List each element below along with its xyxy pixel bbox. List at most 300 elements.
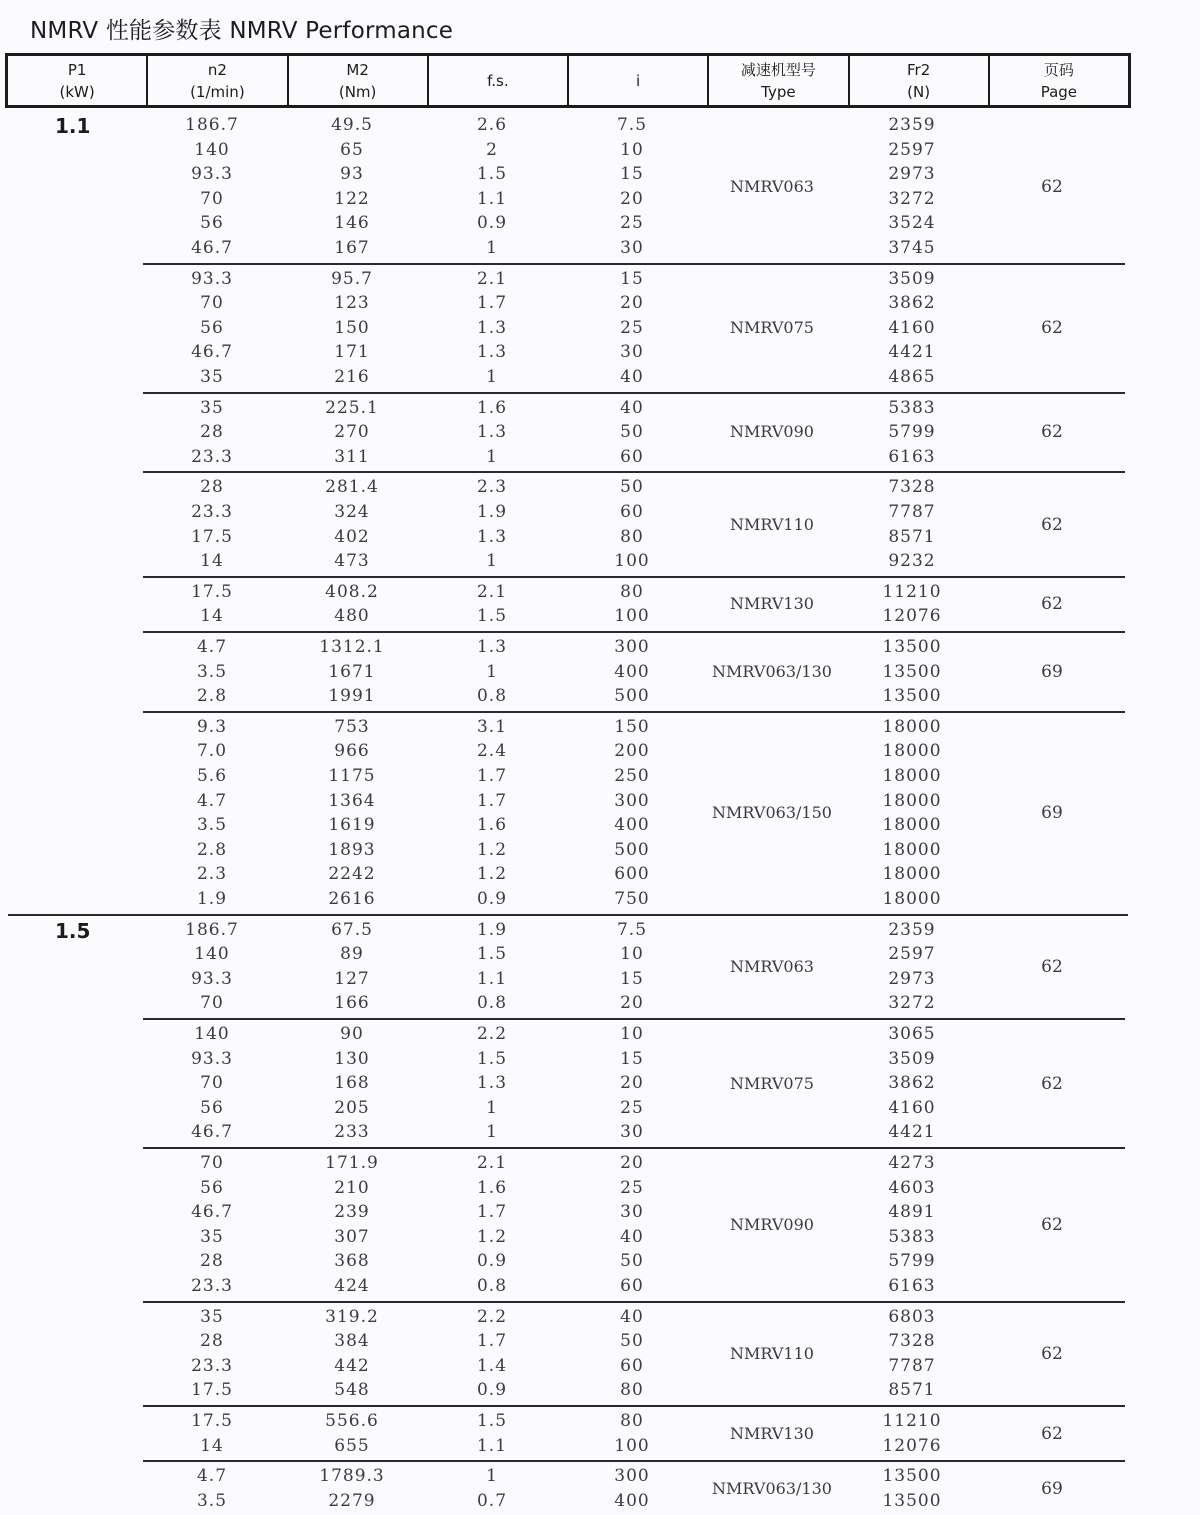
n2-cell: 70 xyxy=(200,188,224,209)
fs-cell: 1.3 xyxy=(476,422,508,443)
m2-cell: 123 xyxy=(334,293,370,314)
page-cell: 69 xyxy=(1041,803,1063,824)
ratio-cell: 60 xyxy=(620,1355,644,1376)
model-group xyxy=(142,267,1132,390)
header-unit: (1/min) xyxy=(190,82,245,101)
ratio-cell: 30 xyxy=(620,342,644,363)
table-row xyxy=(142,1176,1132,1200)
m2-cell: 1175 xyxy=(328,765,376,786)
model-group xyxy=(142,1464,1132,1513)
header-label: 减速机型号 xyxy=(740,60,816,79)
fr2-cell: 2973 xyxy=(888,164,936,185)
n2-cell: 140 xyxy=(194,139,230,160)
fs-cell: 2.3 xyxy=(476,477,508,498)
fs-cell: 0.9 xyxy=(476,1380,508,1401)
fr2-cell: 4865 xyxy=(888,366,936,387)
n2-cell: 3.5 xyxy=(196,815,228,836)
m2-cell: 2279 xyxy=(328,1490,376,1511)
table-row xyxy=(142,764,1132,788)
fs-cell: 0.8 xyxy=(476,686,508,707)
ratio-cell: 200 xyxy=(614,741,650,762)
m2-cell: 307 xyxy=(334,1226,370,1247)
n2-cell: 17.5 xyxy=(191,1411,233,1431)
fs-cell: 1.6 xyxy=(476,1177,508,1198)
m2-cell: 146 xyxy=(334,213,370,234)
n2-cell: 17.5 xyxy=(191,1380,233,1401)
m2-cell: 966 xyxy=(334,741,370,762)
m2-cell: 2242 xyxy=(328,864,376,885)
ratio-cell: 15 xyxy=(620,164,644,185)
fr2-cell: 18000 xyxy=(882,716,942,737)
m2-cell: 1312.1 xyxy=(319,637,385,657)
fs-cell: 1 xyxy=(486,446,498,467)
type-cell: NMRV130 xyxy=(730,1423,814,1443)
n2-cell: 93.3 xyxy=(191,164,233,185)
ratio-cell: 10 xyxy=(620,944,644,965)
fr2-cell: 13500 xyxy=(882,637,942,657)
ratio-cell: 40 xyxy=(620,397,644,418)
n2-cell: 17.5 xyxy=(191,526,233,547)
m2-cell: 205 xyxy=(334,1097,370,1118)
ratio-cell: 50 xyxy=(620,1331,644,1352)
fr2-cell: 9232 xyxy=(888,551,936,572)
model-group xyxy=(142,1151,1132,1299)
fs-cell: 1.3 xyxy=(476,317,508,338)
n2-cell: 186.7 xyxy=(185,115,239,135)
fr2-cell: 13500 xyxy=(882,661,942,682)
fr2-cell: 3524 xyxy=(888,213,936,234)
group-divider xyxy=(143,1147,1125,1149)
fr2-cell: 18000 xyxy=(882,864,942,885)
header-label: M2 xyxy=(346,60,369,79)
header-label: f.s. xyxy=(487,71,509,90)
n2-cell: 93.3 xyxy=(191,268,233,289)
fr2-cell: 2359 xyxy=(888,919,936,940)
ratio-cell: 60 xyxy=(620,446,644,467)
m2-cell: 239 xyxy=(334,1202,370,1223)
header-label: n2 xyxy=(207,60,227,79)
m2-cell: 442 xyxy=(334,1355,370,1376)
n2-cell: 28 xyxy=(200,422,224,443)
fs-cell: 1 xyxy=(486,1097,498,1118)
type-cell: NMRV090 xyxy=(730,422,814,442)
m2-cell: 89 xyxy=(340,944,364,965)
fr2-cell: 7787 xyxy=(888,501,936,522)
group-divider xyxy=(143,1018,1125,1020)
model-group xyxy=(142,396,1132,470)
table-row xyxy=(142,236,1132,260)
fs-cell: 0.9 xyxy=(476,1251,508,1272)
page-cell: 62 xyxy=(1041,422,1063,443)
ratio-cell: 750 xyxy=(614,888,650,909)
fr2-cell: 8571 xyxy=(888,1380,936,1401)
fs-cell: 1.2 xyxy=(476,839,508,860)
fs-cell: 1.9 xyxy=(476,919,508,940)
table-row xyxy=(142,475,1132,499)
m2-cell: 655 xyxy=(334,1435,370,1456)
fs-cell: 1.5 xyxy=(476,164,508,185)
page-cell: 62 xyxy=(1041,1214,1063,1235)
header-p1 xyxy=(8,56,146,105)
fr2-cell: 13500 xyxy=(882,686,942,707)
type-cell: NMRV063/130 xyxy=(712,1478,832,1498)
table-row xyxy=(142,138,1132,162)
m2-cell: 753 xyxy=(334,716,370,737)
fr2-cell: 4160 xyxy=(888,1097,936,1118)
ratio-cell: 25 xyxy=(620,1097,644,1118)
n2-cell: 3.5 xyxy=(196,1490,228,1511)
m2-cell: 2616 xyxy=(328,888,376,909)
m2-cell: 90 xyxy=(340,1024,364,1044)
ratio-cell: 500 xyxy=(614,686,650,707)
fs-cell: 1 xyxy=(486,366,498,387)
m2-cell: 65 xyxy=(340,139,364,160)
table-row xyxy=(142,1151,1132,1175)
m2-cell: 384 xyxy=(334,1331,370,1352)
ratio-cell: 80 xyxy=(620,581,644,602)
fr2-cell: 4273 xyxy=(888,1153,936,1173)
n2-cell: 14 xyxy=(200,1435,224,1456)
fs-cell: 1.7 xyxy=(476,765,508,786)
n2-cell: 56 xyxy=(200,213,224,234)
n2-cell: 28 xyxy=(200,1251,224,1272)
fr2-cell: 4891 xyxy=(888,1202,936,1223)
ratio-cell: 7.5 xyxy=(616,919,648,940)
n2-cell: 4.7 xyxy=(196,1466,228,1487)
m2-cell: 480 xyxy=(334,606,370,627)
table-row xyxy=(142,549,1132,573)
fr2-cell: 5383 xyxy=(888,397,936,418)
n2-cell: 23.3 xyxy=(191,446,233,467)
fr2-cell: 13500 xyxy=(882,1490,942,1511)
ratio-cell: 60 xyxy=(620,501,644,522)
table-row xyxy=(142,715,1132,739)
n2-cell: 70 xyxy=(200,993,224,1014)
ratio-cell: 300 xyxy=(614,637,650,657)
ratio-cell: 300 xyxy=(614,1466,650,1487)
fr2-cell: 3862 xyxy=(888,1073,936,1094)
header-unit: (N) xyxy=(907,82,931,101)
n2-cell: 46.7 xyxy=(191,1202,233,1223)
n2-cell: 56 xyxy=(200,317,224,338)
fr2-cell: 2973 xyxy=(888,968,936,989)
ratio-cell: 300 xyxy=(614,790,650,811)
group-divider xyxy=(143,1301,1125,1303)
table-row xyxy=(142,1047,1132,1071)
fr2-cell: 5799 xyxy=(888,1251,936,1272)
fr2-cell: 2597 xyxy=(888,944,936,965)
fr2-cell: 3745 xyxy=(888,238,936,258)
n2-cell: 93.3 xyxy=(191,1048,233,1069)
m2-cell: 95.7 xyxy=(331,268,373,289)
m2-cell: 311 xyxy=(334,446,370,467)
section-divider xyxy=(8,914,1128,916)
header-page xyxy=(988,56,1128,105)
fs-cell: 1.6 xyxy=(476,815,508,836)
ratio-cell: 7.5 xyxy=(616,115,648,135)
n2-cell: 35 xyxy=(200,366,224,387)
n2-cell: 35 xyxy=(200,397,224,418)
table-row xyxy=(142,211,1132,235)
fs-cell: 1.5 xyxy=(476,1411,508,1431)
fr2-cell: 3272 xyxy=(888,993,936,1014)
ratio-cell: 40 xyxy=(620,1306,644,1327)
page-cell: 69 xyxy=(1041,1478,1063,1499)
table-row xyxy=(142,291,1132,315)
ratio-cell: 80 xyxy=(620,1380,644,1401)
m2-cell: 127 xyxy=(334,968,370,989)
type-cell: NMRV075 xyxy=(730,1073,814,1093)
fs-cell: 0.7 xyxy=(476,1490,508,1511)
m2-cell: 67.5 xyxy=(331,919,373,940)
ratio-cell: 25 xyxy=(620,213,644,234)
fr2-cell: 12076 xyxy=(882,606,942,627)
table-row xyxy=(142,739,1132,763)
m2-cell: 548 xyxy=(334,1380,370,1401)
page-cell: 62 xyxy=(1041,1073,1063,1094)
ratio-cell: 50 xyxy=(620,422,644,443)
m2-cell: 402 xyxy=(334,526,370,547)
model-group xyxy=(142,580,1132,629)
m2-cell: 281.4 xyxy=(325,477,379,498)
page-cell: 62 xyxy=(1041,1343,1063,1364)
ratio-cell: 80 xyxy=(620,1411,644,1431)
n2-cell: 56 xyxy=(200,1097,224,1118)
fs-cell: 1.1 xyxy=(476,968,508,989)
ratio-cell: 500 xyxy=(614,839,650,860)
fs-cell: 1 xyxy=(486,1122,498,1143)
n2-cell: 46.7 xyxy=(191,1122,233,1143)
table-row xyxy=(142,1096,1132,1120)
page-cell: 62 xyxy=(1041,956,1063,977)
header-fr2 xyxy=(848,56,988,105)
group-divider xyxy=(143,631,1125,633)
ratio-cell: 20 xyxy=(620,1073,644,1094)
table-row xyxy=(142,1305,1132,1329)
model-group xyxy=(142,113,1132,261)
fs-cell: 1.7 xyxy=(476,1202,508,1223)
fs-cell: 2.6 xyxy=(476,115,508,135)
fr2-cell: 2359 xyxy=(888,115,936,135)
fs-cell: 1.1 xyxy=(476,188,508,209)
page-cell: 62 xyxy=(1041,176,1063,197)
n2-cell: 28 xyxy=(200,1331,224,1352)
header-unit: Page xyxy=(1040,82,1078,101)
type-cell: NMRV075 xyxy=(730,318,814,338)
fr2-cell: 18000 xyxy=(882,888,942,909)
header-label: 页码 xyxy=(1043,60,1074,79)
m2-cell: 368 xyxy=(334,1251,370,1272)
fs-cell: 1.3 xyxy=(476,637,508,657)
type-cell: NMRV063/150 xyxy=(712,803,832,823)
fs-cell: 0.8 xyxy=(476,993,508,1014)
ratio-cell: 15 xyxy=(620,968,644,989)
ratio-cell: 40 xyxy=(620,1226,644,1247)
fr2-cell: 18000 xyxy=(882,741,942,762)
fr2-cell: 6163 xyxy=(888,446,936,467)
model-group xyxy=(142,475,1132,573)
header-label: i xyxy=(636,71,641,90)
header-unit: (kW) xyxy=(59,82,95,101)
table-header xyxy=(5,53,1131,108)
group-divider xyxy=(143,392,1125,394)
ratio-cell: 10 xyxy=(620,1024,644,1044)
model-group xyxy=(142,635,1132,709)
ratio-cell: 40 xyxy=(620,366,644,387)
type-cell: NMRV110 xyxy=(730,1343,814,1363)
n2-cell: 5.6 xyxy=(196,765,228,786)
header-i xyxy=(567,56,707,105)
table-row xyxy=(142,1249,1132,1273)
n2-cell: 2.3 xyxy=(196,864,228,885)
ratio-cell: 100 xyxy=(614,1435,650,1456)
n2-cell: 23.3 xyxy=(191,1355,233,1376)
ratio-cell: 10 xyxy=(620,139,644,160)
fr2-cell: 8571 xyxy=(888,526,936,547)
header-m2 xyxy=(287,56,427,105)
fr2-cell: 13500 xyxy=(882,1466,942,1487)
group-divider xyxy=(143,263,1125,265)
group-divider xyxy=(143,711,1125,713)
fs-cell: 0.8 xyxy=(476,1276,508,1296)
m2-cell: 319.2 xyxy=(325,1306,379,1327)
n2-cell: 35 xyxy=(200,1226,224,1247)
header-type xyxy=(707,56,847,105)
header-label: Fr2 xyxy=(907,60,931,79)
n2-cell: 140 xyxy=(194,1024,230,1044)
m2-cell: 324 xyxy=(334,501,370,522)
n2-cell: 140 xyxy=(194,944,230,965)
table-row xyxy=(142,635,1132,659)
fs-cell: 1.1 xyxy=(476,1435,508,1456)
n2-cell: 17.5 xyxy=(191,581,233,602)
model-group xyxy=(142,1022,1132,1145)
m2-cell: 233 xyxy=(334,1122,370,1143)
n2-cell: 56 xyxy=(200,1177,224,1198)
fr2-cell: 3509 xyxy=(888,1048,936,1069)
n2-cell: 186.7 xyxy=(185,919,239,940)
fs-cell: 1.3 xyxy=(476,1073,508,1094)
table-row xyxy=(142,340,1132,364)
fr2-cell: 18000 xyxy=(882,790,942,811)
ratio-cell: 25 xyxy=(620,1177,644,1198)
ratio-cell: 100 xyxy=(614,551,650,572)
table-row xyxy=(142,1022,1132,1046)
model-group xyxy=(142,1305,1132,1403)
ratio-cell: 50 xyxy=(620,1251,644,1272)
n2-cell: 93.3 xyxy=(191,968,233,989)
fr2-cell: 12076 xyxy=(882,1435,942,1456)
fs-cell: 3.1 xyxy=(476,716,508,737)
fs-cell: 1.6 xyxy=(476,397,508,418)
table-row xyxy=(142,887,1132,911)
ratio-cell: 15 xyxy=(620,1048,644,1069)
fs-cell: 1.3 xyxy=(476,526,508,547)
type-cell: NMRV063/130 xyxy=(712,661,832,681)
fr2-cell: 5799 xyxy=(888,422,936,443)
type-cell: NMRV063 xyxy=(730,176,814,196)
ratio-cell: 20 xyxy=(620,293,644,314)
header-fs xyxy=(427,56,567,105)
fr2-cell: 6803 xyxy=(888,1306,936,1327)
fr2-cell: 5383 xyxy=(888,1226,936,1247)
fs-cell: 1.4 xyxy=(476,1355,508,1376)
fr2-cell: 2597 xyxy=(888,139,936,160)
fr2-cell: 18000 xyxy=(882,815,942,836)
p1-value: 1.5 xyxy=(55,918,91,943)
fs-cell: 2.2 xyxy=(476,1306,508,1327)
table-row xyxy=(142,991,1132,1015)
fr2-cell: 3065 xyxy=(888,1024,936,1044)
table-row xyxy=(142,365,1132,389)
table-row xyxy=(142,1120,1132,1144)
table-row xyxy=(142,1274,1132,1298)
page-title: NMRV 性能参数表 NMRV Performance xyxy=(30,18,454,44)
header-unit: Type xyxy=(761,82,796,101)
m2-cell: 171.9 xyxy=(325,1153,379,1173)
header-n2 xyxy=(146,56,286,105)
m2-cell: 1991 xyxy=(328,686,376,707)
ratio-cell: 80 xyxy=(620,526,644,547)
n2-cell: 46.7 xyxy=(191,342,233,363)
table-row xyxy=(142,1378,1132,1402)
ratio-cell: 20 xyxy=(620,188,644,209)
m2-cell: 473 xyxy=(334,551,370,572)
ratio-cell: 30 xyxy=(620,1122,644,1143)
fs-cell: 2.4 xyxy=(476,741,508,762)
m2-cell: 167 xyxy=(334,238,370,258)
page-cell: 62 xyxy=(1041,514,1063,535)
n2-cell: 7.0 xyxy=(196,741,228,762)
n2-cell: 28 xyxy=(200,477,224,498)
m2-cell: 150 xyxy=(334,317,370,338)
m2-cell: 1789.3 xyxy=(319,1466,385,1487)
n2-cell: 9.3 xyxy=(196,716,228,737)
fs-cell: 1.2 xyxy=(476,1226,508,1247)
n2-cell: 70 xyxy=(200,293,224,314)
n2-cell: 14 xyxy=(200,551,224,572)
fs-cell: 0.9 xyxy=(476,213,508,234)
m2-cell: 216 xyxy=(334,366,370,387)
table-row xyxy=(142,267,1132,291)
table-row xyxy=(142,918,1132,942)
m2-cell: 166 xyxy=(334,993,370,1014)
fs-cell: 2.2 xyxy=(476,1024,508,1044)
page-cell: 62 xyxy=(1041,594,1063,615)
ratio-cell: 50 xyxy=(620,477,644,498)
fr2-cell: 18000 xyxy=(882,765,942,786)
m2-cell: 49.5 xyxy=(331,115,373,135)
n2-cell: 2.8 xyxy=(196,839,228,860)
fs-cell: 1.7 xyxy=(476,1331,508,1352)
ratio-cell: 100 xyxy=(614,606,650,627)
ratio-cell: 400 xyxy=(614,661,650,682)
m2-cell: 424 xyxy=(334,1276,370,1296)
fs-cell: 1 xyxy=(486,661,498,682)
ratio-cell: 150 xyxy=(614,716,650,737)
type-cell: NMRV063 xyxy=(730,956,814,976)
n2-cell: 4.7 xyxy=(196,790,228,811)
ratio-cell: 25 xyxy=(620,317,644,338)
m2-cell: 225.1 xyxy=(325,397,379,418)
ratio-cell: 20 xyxy=(620,993,644,1014)
page-cell: 69 xyxy=(1041,661,1063,682)
table-row xyxy=(142,838,1132,862)
n2-cell: 23.3 xyxy=(191,501,233,522)
fr2-cell: 3862 xyxy=(888,293,936,314)
page-cell: 62 xyxy=(1041,1423,1063,1444)
fs-cell: 2.1 xyxy=(476,581,508,602)
